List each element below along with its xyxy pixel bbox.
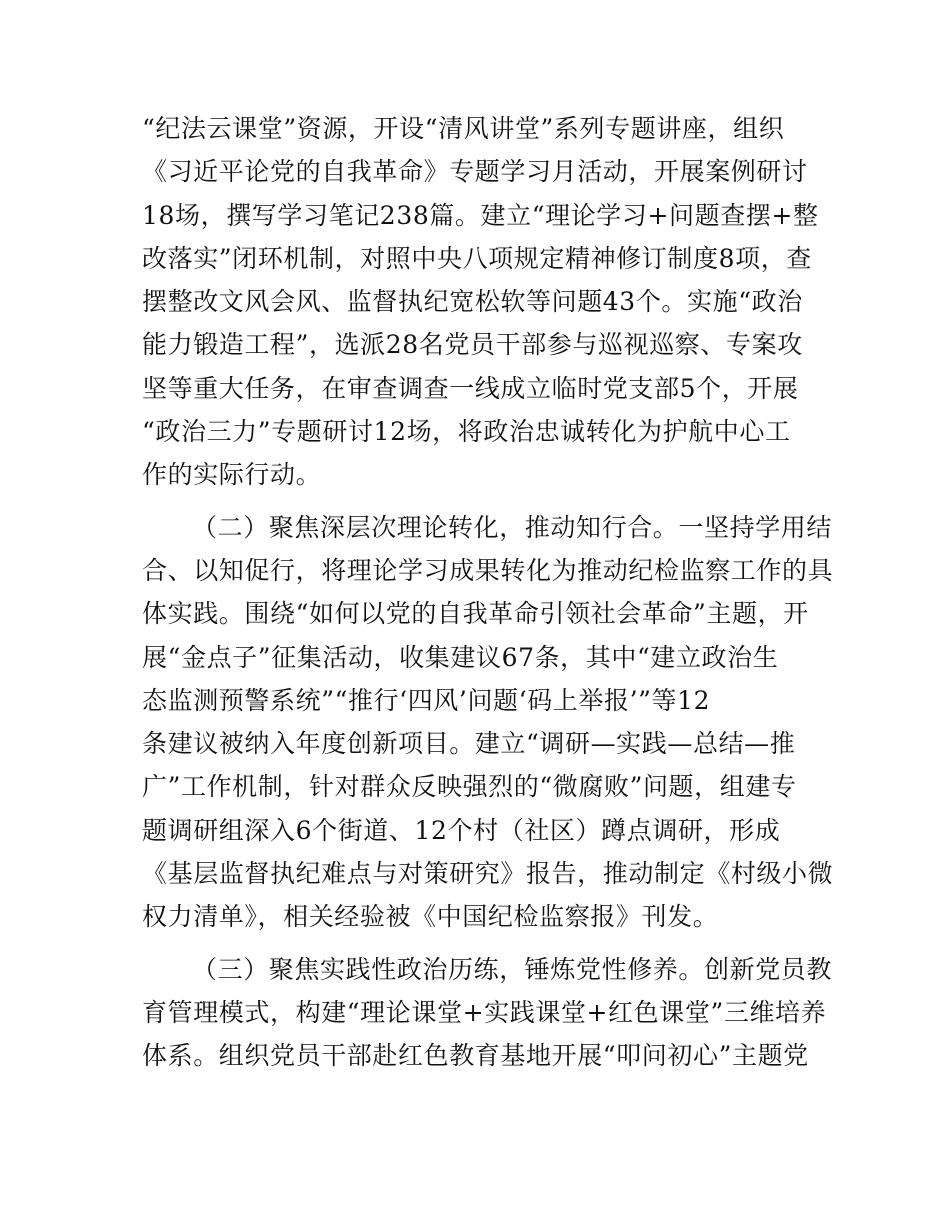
- text-line: 权力清单》，相关经验被《中国纪检监察报》刊发。: [142, 902, 719, 932]
- section-heading-line: （三）聚焦实践性政治历练，锤炼党性修养。创新党员教: [192, 954, 833, 984]
- text-line: 题调研组深入6个街道、12个村（社区）蹲点调研，形成: [142, 815, 781, 845]
- document-body: [142, 107, 834, 1078]
- paragraph-1: [142, 107, 819, 497]
- text-line: “政治三力”专题研讨12场，将政治忠诚转化为护航中心工: [142, 417, 791, 447]
- text-line: “纪法云课堂”资源，开设“清风讲堂”系列专题讲座，组织: [142, 114, 785, 143]
- text-line: 态监测预警系统”“推行‘四风’问题‘码上举报’”等12: [142, 685, 711, 715]
- text-line: 18场，撰写学习笔记238篇。建立“理论学习+问题查摆+整: [142, 200, 819, 230]
- text-line: 体实践。围绕“如何以党的自我革命引领社会革命”主题，开: [142, 599, 809, 629]
- text-line: 能力锻造工程”，选派28名党员干部参与巡视巡察、专案攻: [142, 330, 803, 360]
- text-line: 《习近平论党的自我革命》专题学习月活动，开展案例研讨: [142, 157, 808, 187]
- text-line: 《基层监督执纪难点与对策研究》报告，推动制定《村级小微: [142, 859, 834, 889]
- paragraph-3: [142, 948, 833, 1078]
- paragraph-2: [142, 506, 834, 939]
- text-line: 合、以知促行，将理论学习成果转化为推动纪检监察工作的具: [142, 555, 834, 585]
- text-line: 坚等重大任务，在审查调查一线成立临时党支部5个，开展: [142, 373, 799, 403]
- text-line: 展“金点子”征集活动，收集建议67条，其中“建立政治生: [142, 642, 779, 672]
- text-line: 作的实际行动。: [142, 460, 322, 490]
- text-line: 改落实”闭环机制，对照中央八项规定精神修订制度8项，查: [142, 243, 812, 273]
- text-line: 体系。组织党员干部赴红色教育基地开展“叩问初心”主题党: [142, 1041, 809, 1071]
- text-line: 广”工作机制，针对群众反映强烈的“微腐败”问题，组建专: [142, 772, 797, 802]
- text-line: 条建议被纳入年度创新项目。建立“调研—实践—总结—推: [142, 729, 796, 759]
- text-line: 摆整改文风会风、监督执纪宽松软等问题43个。实施“政治: [142, 287, 803, 317]
- section-heading-line: （二）聚焦深层次理论转化，推动知行合。一坚持学用结: [192, 512, 833, 542]
- text-line: 育管理模式，构建“理论课堂+实践课堂+红色课堂”三维培养: [142, 997, 827, 1027]
